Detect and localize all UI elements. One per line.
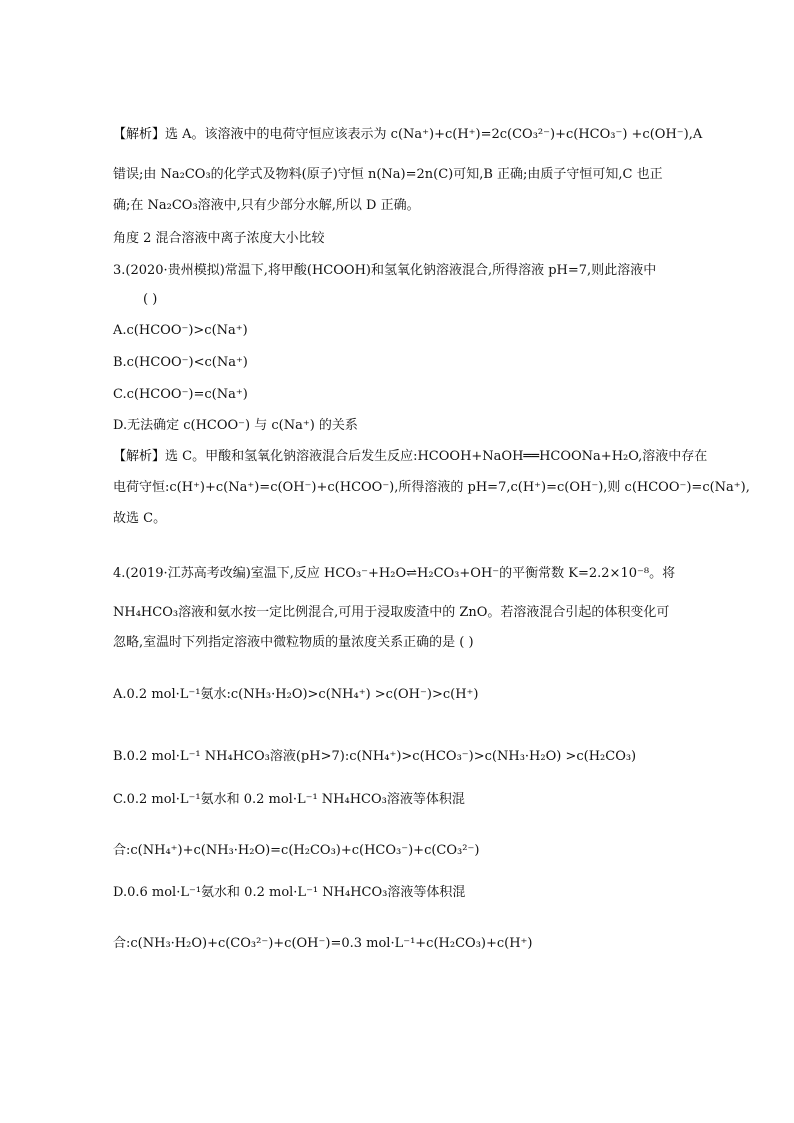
section-heading: 角度 2 混合溶液中离子浓度大小比较 — [113, 231, 325, 246]
question-3-option-a: A.c(HCOO⁻)>c(Na⁺) — [113, 323, 248, 338]
analysis-1-line-2: 错误;由 Na₂CO₃的化学式及物料(原子)守恒 n(Na)=2n(C)可知,B 正确;由质子守恒可知,C 也正 — [113, 167, 663, 182]
question-3-stem: 3.(2020·贵州模拟)常温下,将甲酸(HCOOH)和氢氧化钠溶液混合,所得溶液 pH=7,则此溶液中 — [113, 263, 657, 278]
question-4-option-d-line-2: 合:c(NH₃·H₂O)+c(CO₃²⁻)+c(OH⁻)=0.3 mol·L⁻¹+c(H₂CO₃)+c(H⁺) — [113, 936, 533, 951]
analysis-1-line-3: 确;在 Na₂CO₃溶液中,只有少部分水解,所以 D 正确。 — [113, 198, 420, 213]
question-3-analysis-line-1: 【解析】选 C。甲酸和氢氧化钠溶液混合后发生反应:HCOOH+NaOH══HCOONa+H₂O,溶液中存在 — [113, 449, 708, 464]
question-3-blank: ( ) — [143, 292, 158, 307]
analysis-tag: 【解析】 — [113, 127, 166, 142]
question-3-option-b: B.c(HCOO⁻)<c(Na⁺) — [113, 355, 248, 370]
question-4-option-c-line-2: 合:c(NH₄⁺)+c(NH₃·H₂O)=c(H₂CO₃)+c(HCO₃⁻)+c(CO₃²⁻) — [113, 843, 480, 858]
question-3-option-c: C.c(HCOO⁻)=c(Na⁺) — [113, 387, 248, 402]
analysis-tag: 【解析】 — [113, 449, 166, 464]
question-4-stem-line-1: 4.(2019·江苏高考改编)室温下,反应 HCO₃⁻+H₂O⇌H₂CO₃+OH⁻的平衡常数 K=2.2×10⁻⁸。将 — [113, 566, 676, 581]
question-3-analysis-line-3: 故选 C。 — [113, 511, 167, 526]
question-4-option-c-line-1: C.0.2 mol·L⁻¹氨水和 0.2 mol·L⁻¹ NH₄HCO₃溶液等体积混 — [113, 792, 465, 807]
question-3-option-d: D.无法确定 c(HCOO⁻) 与 c(Na⁺) 的关系 — [113, 418, 358, 433]
analysis-1-line-1: 【解析】选 A。该溶液中的电荷守恒应该表示为 c(Na⁺)+c(H⁺)=2c(CO₃²⁻)+c(HCO₃⁻) +c(OH⁻),A — [113, 127, 703, 142]
question-4-stem-line-2: NH₄HCO₃溶液和氨水按一定比例混合,可用于浸取废渣中的 ZnO。若溶液混合引起的体积变化可 — [113, 605, 670, 620]
question-3-analysis-line-2: 电荷守恒:c(H⁺)+c(Na⁺)=c(OH⁻)+c(HCOO⁻),所得溶液的 pH=7,c(H⁺)=c(OH⁻),则 c(HCOO⁻)=c(Na⁺), — [113, 480, 750, 495]
question-4-option-a: A.0.2 mol·L⁻¹氨水:c(NH₃·H₂O)>c(NH₄⁺) >c(OH⁻)>c(H⁺) — [113, 687, 479, 702]
question-4-stem-line-3: 忽略,室温时下列指定溶液中微粒物质的量浓度关系正确的是 ( ) — [113, 635, 474, 650]
question-4-option-b: B.0.2 mol·L⁻¹ NH₄HCO₃溶液(pH>7):c(NH₄⁺)>c(HCO₃⁻)>c(NH₃·H₂O) >c(H₂CO₃) — [113, 749, 637, 764]
question-4-option-d-line-1: D.0.6 mol·L⁻¹氨水和 0.2 mol·L⁻¹ NH₄HCO₃溶液等体积混 — [113, 885, 466, 900]
